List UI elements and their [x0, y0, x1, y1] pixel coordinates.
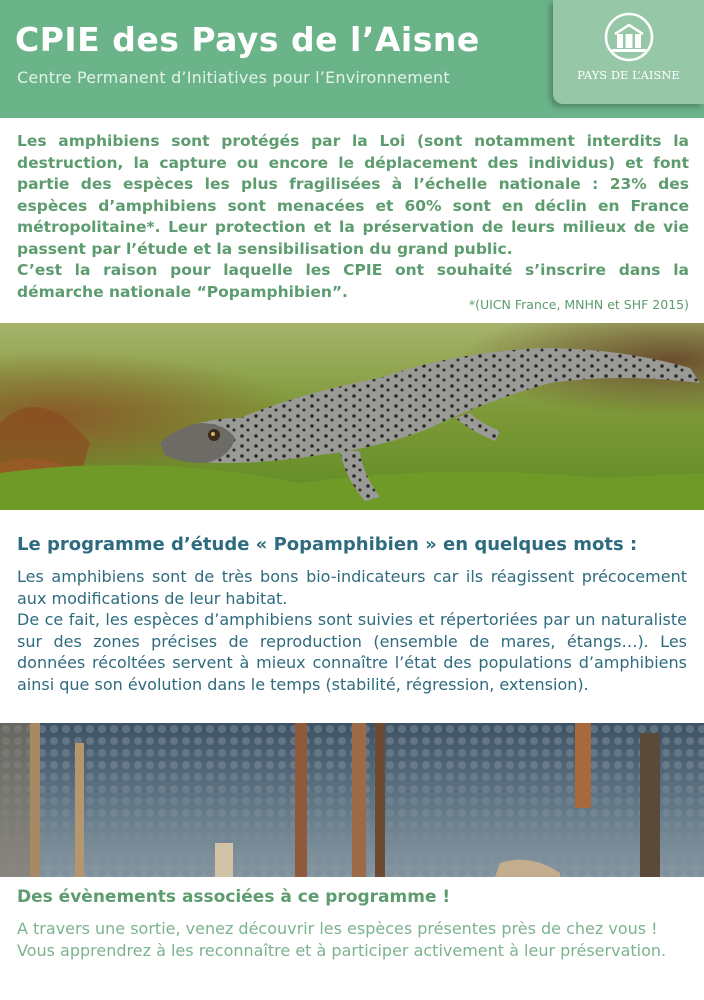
citation: *(UICN France, MNHN et SHF 2015): [468, 297, 689, 312]
newt-photo: [0, 323, 704, 510]
cpie-house-logo-icon: [604, 12, 654, 62]
events-section-title: Des évènements associées à ce programme !: [17, 887, 451, 907]
page-subtitle: Centre Permanent d’Initiatives pour l’Environnement: [17, 68, 450, 87]
program-paragraph-2: De ce fait, les espèces d’amphibiens sont suivies et répertoriées par un naturaliste sur des zones précises de reproduction (ensemble de mares, étangs…). Les données récoltées servent à mieux connaître l’état des populations d’amphibiens ainsi que son évolution dans le temps (stabilité, régression, extension).: [17, 610, 687, 694]
intro-text: [17, 131, 689, 303]
intro-paragraph-1: Les amphibiens sont protégés par la Loi (sont notamment interdits la destruction, la capture ou encore le déplacement des individus) et font partie des espèces les plus fragilisées à l’échelle nationale : 23% des espèces d’amphibiens sont menacées et 60% sont en déclin en France métropolitaine*. Leur protection et la préservation de leurs milieux de vie passent par l’étude et la sensibilisation du grand public.: [17, 132, 689, 258]
logo-text: PAYS DE L’AISNE: [577, 68, 680, 82]
events-text: A travers une sortie, venez découvrir les espèces présentes près de chez vous ! Vous apprendrez à les reconnaître et à participer activement à leur préservation.: [17, 919, 667, 960]
pond-photo: [0, 723, 704, 877]
page-title: CPIE des Pays de l’Aisne: [15, 20, 480, 59]
header-banner: [0, 0, 704, 118]
intro-paragraph-2: C’est la raison pour laquelle les CPIE ont souhaité s’inscrire dans la démarche nationale “Popamphibien”.: [17, 261, 689, 301]
logo: [553, 0, 704, 104]
program-text: [17, 566, 687, 695]
program-paragraph-1: Les amphibiens sont de très bons bio-indicateurs car ils réagissent précocement aux modifications de leur habitat.: [17, 567, 687, 608]
program-section-title: Le programme d’étude « Popamphibien » en quelques mots :: [17, 534, 638, 555]
